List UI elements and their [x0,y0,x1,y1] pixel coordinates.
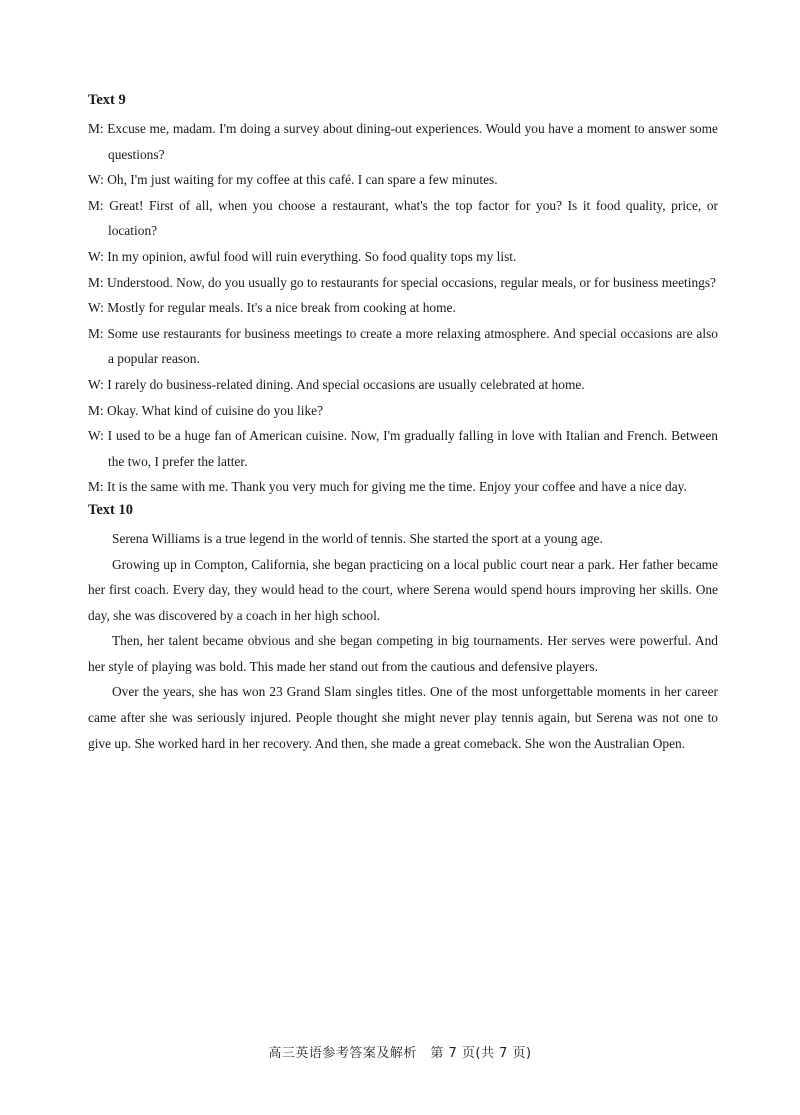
page-footer: 高三英语参考答案及解析 第 7 页(共 7 页) [268,1046,532,1061]
dialogue-line [88,244,718,270]
text9-title: Text 9 [88,92,126,108]
speaker-label: W: [88,300,104,316]
passage-paragraph: Over the years, she has won 23 Grand Slam singles titles. One of the most unforgettable moments in her career came after she was seriously injured. People thought she might never play tennis again, but Serena was not one to give up. She worked hard in her recovery. And then, she made a great comeback. She won the Australian Open. [88,684,718,751]
text9-dialogue [88,116,718,500]
dialogue-text: Some use restaurants for business meetings to create a more relaxing atmosphere. And special occasions are also a popular reason. [107,325,718,367]
speaker-label: M: [88,197,104,213]
dialogue-line [88,116,718,167]
dialogue-text: In my opinion, awful food will ruin everything. So food quality tops my list. [107,248,517,264]
dialogue-line [88,193,718,244]
speaker-label: W: [88,248,104,264]
dialogue-line [88,398,718,424]
speaker-label: W: [88,172,104,188]
dialogue-text: Okay. What kind of cuisine do you like? [107,402,324,418]
text10-passage [88,526,718,756]
dialogue-line [88,423,718,474]
dialogue-line [88,295,718,321]
speaker-label: W: [88,376,104,392]
text10-title: Text 10 [88,501,133,518]
dialogue-text: Excuse me, madam. I'm doing a survey about dining-out experiences. Would you have a moment to answer some questions? [107,121,718,162]
speaker-label: M: [88,479,104,495]
dialogue-text: Understood. Now, do you usually go to restaurants for special occasions, regular meals, or for business meetings? [107,274,717,290]
passage-paragraph: Serena Williams is a true legend in the world of tennis. She started the sport at a young age. [112,530,603,546]
dialogue-text: Great! First of all, when you choose a restaurant, what's the top factor for you? Is it food quality, price, or location? [108,197,718,239]
speaker-label: M: [88,274,104,290]
dialogue-line [88,321,718,372]
dialogue-text: I used to be a huge fan of American cuisine. Now, I'm gradually falling in love with Italian and French. Between the two, I prefer the latter. [107,428,718,469]
speaker-label: M: [88,402,104,418]
dialogue-line [88,372,718,398]
dialogue-text: Oh, I'm just waiting for my coffee at this café. I can spare a few minutes. [107,172,498,188]
document-page [88,90,718,756]
speaker-label: M: [88,121,104,136]
passage-paragraph: Then, her talent became obvious and she began competing in big tournaments. Her serves were powerful. And her style of playing was bold. This made her stand out from the cautious and defensive players. [88,633,718,674]
dialogue-line [88,167,718,193]
passage-paragraph: Growing up in Compton, California, she began practicing on a local public court near a park. Her father became her first coach. Every day, they would head to the court, where Serena would spend hours improving her skills. One day, she was discovered by a coach in her high school. [88,556,718,623]
dialogue-line [88,474,718,500]
speaker-label: W: [88,428,104,444]
dialogue-text: It is the same with me. Thank you very much for giving me the time. Enjoy your coffee and have a nice day. [107,479,687,495]
dialogue-line [88,270,718,296]
dialogue-text: I rarely do business-related dining. And special occasions are usually celebrated at home. [107,376,585,392]
dialogue-text: Mostly for regular meals. It's a nice break from cooking at home. [107,300,456,316]
speaker-label: M: [88,325,104,341]
